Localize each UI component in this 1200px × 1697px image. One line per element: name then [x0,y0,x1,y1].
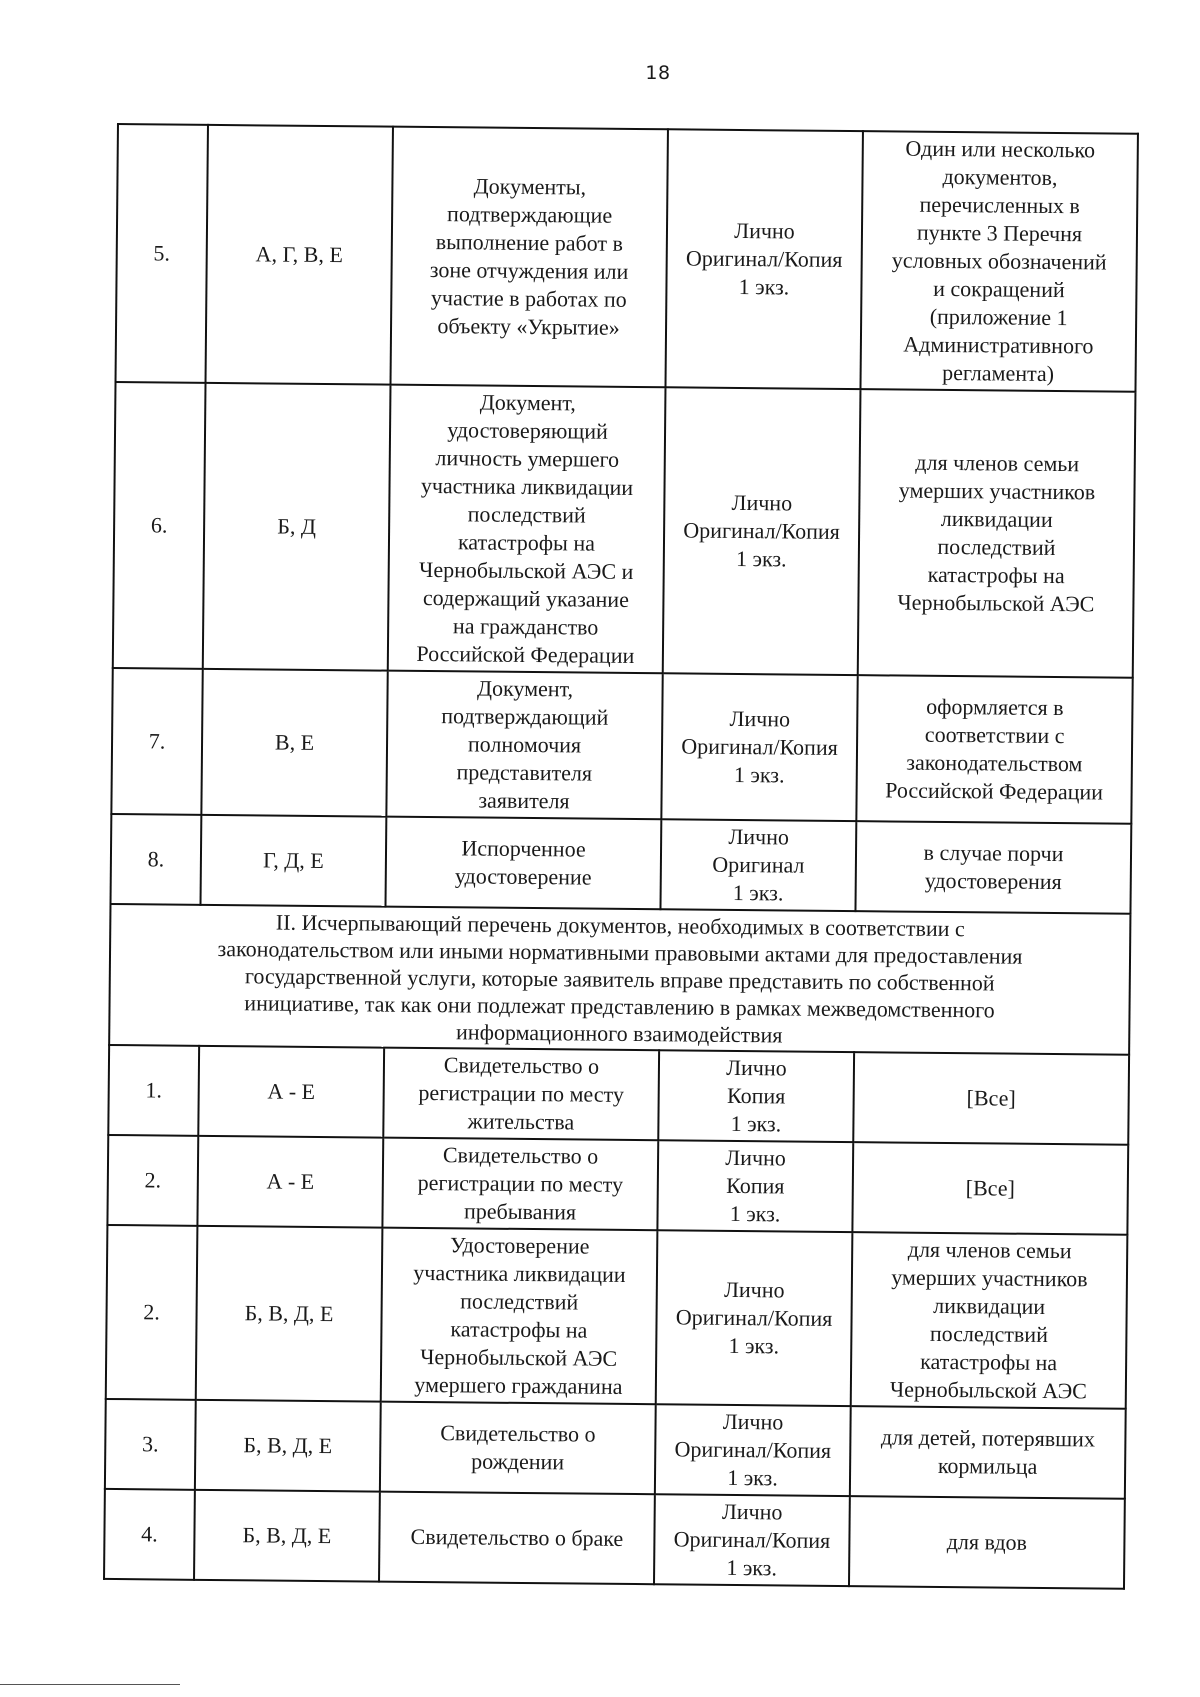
document-name-line: участника ликвидации [420,472,634,500]
note-line: Чернобыльской АЭС [897,589,1095,617]
note-cell [860,131,1137,392]
submission-form-line: Оригинал/Копия [675,1304,833,1331]
document-name-line: участника ликвидации [413,1259,626,1287]
submission-form-line: 1 экз. [728,1332,780,1359]
document-name-line: регистрации по месту [418,1079,625,1107]
document-name-line: Документы, [473,173,587,200]
table-row [111,668,1132,824]
row-number-cell: 8. [111,814,202,905]
note-cell [852,1142,1128,1235]
document-name-line: Удостоверение [449,1232,590,1259]
document-name-line: регистрации по месту [417,1169,624,1197]
document-name-line: умершего гражданина [414,1371,623,1399]
submission-form-cell [656,1230,853,1406]
document-name-line: Испорченное [461,835,586,862]
document-name-line: заявителя [478,787,570,814]
section-heading-line: государственной услуги, которые заявитель вправе представить по собственной [244,963,995,996]
note-cell [853,1052,1129,1145]
note-line: для членов семьи [915,449,1080,477]
submission-form-line: Оригинал/Копия [673,1526,831,1553]
applicant-categories-cell: Б, В, Д, Е [194,1490,380,1582]
row-number-cell: 2. [106,1225,198,1400]
table-row [105,1399,1126,1499]
note-line: умерших участников [891,1264,1088,1292]
note-line: и сокращений [933,275,1065,303]
page-number: 18 [645,62,671,84]
applicant-categories-cell: А - Е [198,1046,384,1138]
note-line: оформляется в [926,693,1064,721]
document-name-line: катастрофы на [450,1316,588,1343]
footer-rule [0,1684,180,1685]
applicant-categories-cell: Б, В, Д, Е [196,1226,383,1402]
note-line: последствий [929,1320,1049,1347]
document-name-line: Свидетельство о [442,1142,599,1169]
document-name-line: участие в работах по [430,285,627,312]
document-name-line: удостоверение [454,863,592,890]
table-row [116,124,1138,392]
submission-form-cell [665,129,862,389]
document-name-line: Свидетельство о [443,1052,600,1079]
section-heading-line: инициативе, так как они подлежат представлению в рамках межведомственного [244,990,995,1023]
applicant-categories-cell: Б, Д [203,383,391,671]
documents-table-part-1 [111,124,1138,914]
row-number-cell: 7. [111,668,202,815]
note-line: последствий [937,533,1056,561]
note-line: пункте 3 Перечня [916,219,1083,247]
note-line: [Все] [966,1085,1016,1111]
submission-form-line: Копия [726,1082,786,1109]
submission-form-line: Лично [725,1144,786,1171]
table-row [106,1225,1128,1409]
note-line: Чернобыльской АЭС [889,1376,1087,1404]
table-row [111,814,1132,914]
document-name-line: Чернобыльской АЭС [420,1343,618,1371]
document-name-line: рождении [471,1448,565,1475]
submission-form-line: Оригинал/Копия [683,517,840,544]
note-line: умерших участников [898,477,1096,505]
table-row [108,1045,1129,1145]
note-line: соответствии с [924,721,1065,749]
document-name-line: личность умершего [435,445,620,472]
document-name-line: на гражданство [452,613,599,640]
row-number-cell: 6. [113,382,206,669]
note-line: ликвидации [940,505,1053,532]
submission-form-line: Оригинал/Копия [681,733,838,760]
note-line: катастрофы на [920,1348,1058,1376]
section-heading-line: II. Исчерпывающий перечень документов, необходимых в соответствии с [275,909,965,942]
section-heading-line: информационного взаимодействия [455,1019,783,1048]
document-name-line: подтверждающие [446,201,613,228]
document-name-line: выполнение работ в [435,229,624,256]
document-name-line: Чернобыльской АЭС и [418,556,634,584]
document-name-line: удостоверяющий [447,417,608,444]
note-line: Один или несколько [905,135,1096,163]
section-heading-block [109,904,1130,1055]
note-line: для членов семьи [907,1236,1072,1264]
submission-form-cell [661,673,857,821]
document-name-line: Документ, [479,389,576,416]
document-name-line: содержащий указание [422,584,630,612]
document-name-cell [380,1402,656,1495]
document-name-cell [388,385,666,674]
document-name-line: последствий [460,1288,579,1315]
document-name-line: Свидетельство о браке [410,1523,624,1551]
document-name-line: жительства [467,1108,575,1135]
submission-form-line: Копия [726,1172,785,1199]
submission-form-line: Оригинал/Копия [674,1436,832,1463]
documents-table-part-2 [104,1045,1129,1589]
submission-form-line: Лично [731,489,793,516]
submission-form-line: Лично [729,705,791,732]
note-line: условных обозначений [891,247,1107,275]
applicant-categories-cell: Г, Д, Е [200,815,386,907]
section-heading [109,904,1130,1055]
submission-form-line: Лично [734,217,795,244]
note-line: кормильца [937,1452,1038,1479]
document-name-line: представителя [456,759,593,786]
document-name-cell [379,1492,655,1585]
applicant-categories-cell: А, Г, В, Е [206,125,393,385]
row-number-cell: 3. [105,1399,196,1490]
note-cell [849,1496,1125,1589]
section-heading-line: законодательством или иными нормативными правовыми актами для предоставления [217,936,1023,969]
document-name-line: последствий [467,501,586,528]
submission-form-line: 1 экз. [726,1554,778,1581]
submission-form-line: Лично [726,1054,787,1081]
document-name-line: подтверждающий [441,703,609,730]
note-line: [Все] [965,1175,1015,1201]
note-cell [858,389,1136,678]
note-line: катастрофы на [927,561,1065,589]
submission-form-line: Лично [721,1498,783,1525]
note-line: ликвидации [933,1292,1046,1319]
note-cell [856,675,1132,824]
submission-form-line: 1 экз. [735,545,787,572]
note-line: Российской Федерации [885,777,1104,805]
submission-form-line: 1 экз. [733,761,785,788]
row-number-cell: 2. [107,1135,198,1226]
note-cell [851,1232,1128,1409]
submission-form-line: 1 экз. [727,1464,778,1491]
table-row [107,1135,1128,1235]
document-name-line: Документ, [476,675,574,702]
note-line: для детей, потерявших [880,1424,1096,1452]
note-line: для вдов [946,1529,1028,1555]
row-number-cell: 1. [108,1045,199,1136]
submission-form-line: Лично [723,1276,785,1303]
note-line: законодательством [906,749,1083,777]
documents-table [103,123,1139,1590]
note-line: Административного [903,331,1094,359]
note-line: перечисленных в [919,191,1081,219]
submission-form-cell [654,1494,850,1586]
submission-form-line: 1 экз. [730,1110,782,1137]
applicant-categories-cell: А - Е [197,1136,383,1228]
note-line: регламента) [942,359,1055,387]
row-number-cell: 4. [104,1489,195,1580]
document-name-line: Российской Федерации [416,640,635,668]
submission-form-line: 1 экз. [732,879,784,906]
submission-form-line: 1 экз. [738,273,790,300]
submission-form-cell [658,1050,854,1142]
document-name-line: катастрофы на [457,529,596,556]
document-name-line: Свидетельство о [440,1420,596,1447]
note-line: (приложение 1 [929,303,1068,331]
section-heading-row [109,904,1130,1055]
document-name-cell [381,1228,658,1405]
document-name-line: объекту «Укрытие» [437,313,620,340]
submission-form-line: 1 экз. [729,1200,781,1227]
applicant-categories-cell: В, Е [201,669,387,817]
submission-form-cell [663,387,861,675]
submission-form-line: Лично [728,823,790,850]
document-name-line: зоне отчуждения или [429,257,629,284]
table-row [104,1489,1125,1589]
document-name-cell [382,1138,658,1231]
document-name-cell [391,127,668,388]
note-cell [855,821,1131,914]
applicant-categories-cell: Б, В, Д, Е [195,1400,381,1492]
note-line: документов, [942,163,1058,191]
note-line: удостоверения [924,867,1062,895]
document-name-line: полномочия [467,731,582,758]
submission-form-line: Оригинал [712,851,805,878]
document-name-cell [383,1048,659,1141]
submission-form-cell [660,819,856,911]
document-name-cell [386,671,662,820]
submission-form-line: Лично [722,1408,784,1435]
note-cell [850,1406,1126,1499]
row-number-cell: 5. [116,124,208,383]
submission-form-cell [657,1140,853,1232]
document-name-line: пребывания [463,1198,577,1225]
submission-form-cell [655,1404,851,1496]
note-line: в случае порчи [923,839,1064,867]
submission-form-line: Оригинал/Копия [685,245,843,272]
table-row [113,382,1136,678]
document-name-cell [385,817,661,910]
